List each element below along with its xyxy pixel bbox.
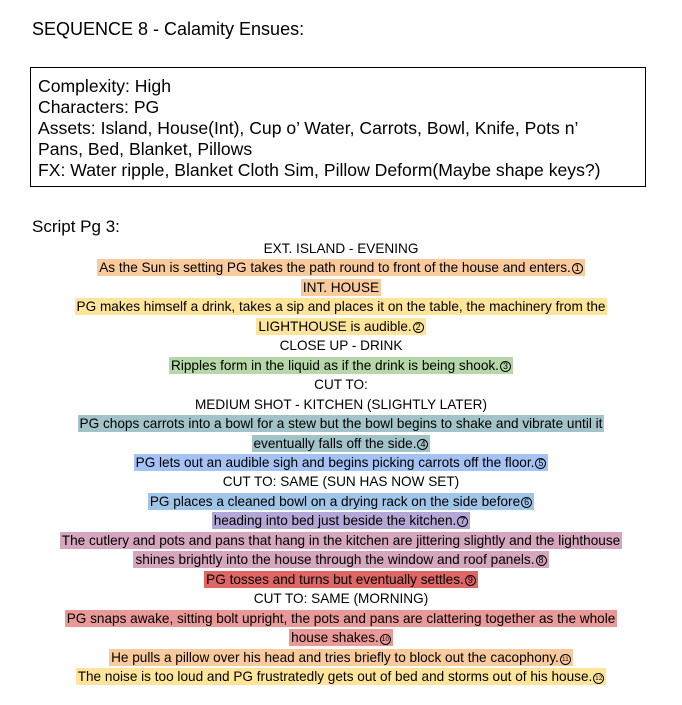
footnote-number: 9 (465, 575, 476, 586)
script-line-text: Ripples form in the liquid as if the drink is being shook. (171, 357, 499, 373)
script-line-text: As the Sun is setting PG takes the path round to front of the house and enters. (99, 260, 571, 276)
info-line: Complexity: High (38, 76, 171, 96)
scene-heading (312, 376, 370, 393)
script-line (30, 278, 652, 297)
script-line-text: shines brightly into the house through the window and roof panels. (135, 552, 535, 568)
highlighted-text (169, 357, 513, 374)
script-line (30, 395, 652, 414)
info-line: Assets: Island, House(Int), Cup o’ Water, Carrots, Bowl, Knife, Pots n’ (38, 118, 579, 138)
script-body (30, 239, 652, 686)
script-line (30, 511, 652, 530)
scene-heading (193, 396, 489, 413)
script-line-text: The cutlery and pots and pans that hang in the kitchen are jittering slightly and the lighthouse (61, 532, 621, 548)
highlighted-text (60, 532, 622, 549)
script-line-text: The noise is too loud and PG frustratedly gets out of bed and storms out of his house. (77, 668, 593, 684)
script-line (30, 414, 652, 433)
script-line-text: CUT TO: (314, 377, 368, 393)
highlighted-text (65, 610, 618, 627)
script-line (30, 492, 652, 511)
sequence-title: SEQUENCE 8 - Calamity Ensues: (32, 19, 305, 39)
script-line-text: INT. HOUSE (302, 279, 380, 295)
script-line (30, 375, 652, 394)
footnote-number: 1 (572, 263, 583, 274)
highlighted-text (134, 454, 549, 471)
scene-heading (262, 240, 421, 257)
scene-heading (252, 590, 430, 607)
script-line-text: house shakes. (291, 630, 379, 646)
highlighted-text (289, 629, 393, 646)
scene-heading (278, 337, 405, 354)
highlighted-text (109, 649, 573, 666)
script-line-text: eventually falls off the side. (253, 435, 417, 451)
script-line (30, 336, 652, 355)
script-line-text: heading into bed just beside the kitchen. (213, 513, 457, 529)
script-line-text: PG tosses and turns but eventually settles. (206, 571, 464, 587)
highlighted-text (75, 298, 608, 315)
script-line (30, 628, 652, 647)
script-line-text: CUT TO: SAME (SUN HAS NOW SET) (222, 474, 460, 490)
script-line (30, 434, 652, 453)
script-line-text: PG places a cleaned bowl on a drying rack on the side before (149, 493, 521, 509)
sequence-info-box (30, 67, 646, 187)
info-line: FX: Water ripple, Blanket Cloth Sim, Pillow Deform(Maybe shape keys?) (38, 160, 601, 180)
footnote-number: 5 (535, 458, 546, 469)
script-line (30, 297, 652, 316)
footnote-number: 11 (560, 654, 571, 665)
script-line-text: CLOSE UP - DRINK (279, 338, 403, 354)
script-line-text: He pulls a pillow over his head and tries briefly to block out the cacophony. (111, 649, 559, 665)
footnote-number: 10 (381, 636, 389, 644)
highlighted-text (76, 668, 607, 685)
scene-heading (221, 473, 461, 490)
footnote-number: 2 (413, 322, 424, 333)
script-line (30, 531, 652, 550)
highlighted-text (212, 512, 471, 529)
highlighted-text (133, 551, 548, 568)
script-line (30, 317, 652, 336)
script-line (30, 239, 652, 258)
script-line-text: PG lets out an audible sigh and begins picking carrots off the floor. (135, 454, 535, 470)
script-line (30, 550, 652, 569)
script-line-text: CUT TO: SAME (MORNING) (253, 591, 429, 607)
script-line (30, 570, 652, 589)
highlighted-text (204, 571, 478, 588)
highlighted-text (78, 415, 605, 432)
script-line-text: PG chops carrots into a bowl for a stew but the bowl begins to shake and vibrate until it (79, 416, 603, 432)
script-line (30, 589, 652, 608)
script-line (30, 258, 652, 277)
script-line (30, 609, 652, 628)
info-line: Pans, Bed, Blanket, Pillows (38, 139, 253, 159)
footnote-number: 7 (457, 516, 468, 527)
script-line (30, 453, 652, 472)
script-line (30, 356, 652, 375)
highlighted-text (148, 493, 534, 510)
script-line-text: LIGHTHOUSE is audible. (258, 318, 412, 334)
script-line (30, 648, 652, 667)
info-line: Characters: PG (38, 97, 160, 117)
footnote-number: 4 (417, 439, 428, 450)
footnote-number: 12 (595, 674, 603, 682)
highlighted-text (256, 318, 425, 335)
highlighted-text (97, 259, 585, 276)
script-line-text: EXT. ISLAND - EVENING (263, 241, 419, 256)
script-line (30, 667, 652, 686)
highlighted-text (252, 435, 431, 452)
footnote-number: 6 (521, 497, 532, 508)
script-line (30, 472, 652, 491)
script-line-text: PG snaps awake, sitting bolt upright, the pots and pans are clattering together as the whole (66, 610, 616, 626)
highlighted-text (301, 279, 381, 296)
script-line-text: MEDIUM SHOT - KITCHEN (SLIGHTLY LATER) (194, 396, 488, 412)
footnote-number: 8 (536, 555, 547, 566)
script-page-label: Script Pg 3: (32, 217, 120, 236)
script-line-text: PG makes himself a drink, takes a sip and places it on the table, the machinery from the (76, 299, 606, 315)
footnote-number: 3 (500, 361, 511, 372)
